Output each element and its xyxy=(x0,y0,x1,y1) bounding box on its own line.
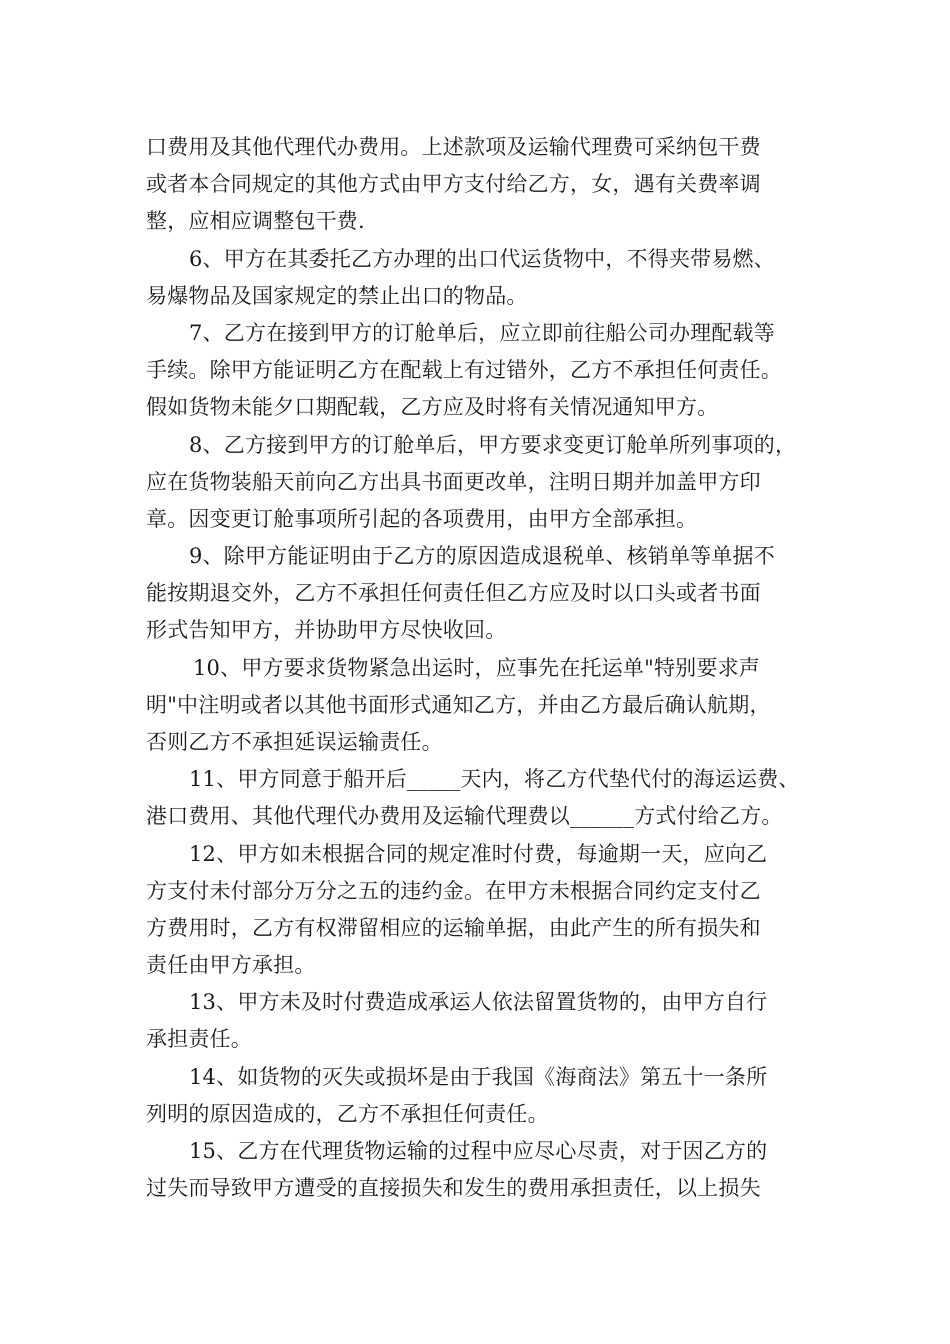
text-line: 8、乙方接到甲方的订舱单后，甲方要求变更订舱单所列事项的， xyxy=(189,433,797,457)
text-line: 或者本合同规定的其他方式由甲方支付给乙方，女，遇有关费率调 xyxy=(146,172,761,196)
text-line: 列明的原因造成的，乙方不承担任何责任。 xyxy=(146,1102,549,1126)
text-line: 15、乙方在代理货物运输的过程中应尽心尽责，对于因乙方的 xyxy=(189,1139,768,1163)
text-line: 方费用时，乙方有权滞留相应的运输单据，由此产生的所有损失和 xyxy=(146,916,761,940)
text-line: 13、甲方未及时付费造成承运人依法留置货物的，由甲方自行 xyxy=(189,990,768,1014)
text-line: 承担责任。 xyxy=(146,1027,252,1051)
text-line: 14、如货物的灭失或损坏是由于我国《海商法》第五十一条所 xyxy=(189,1065,768,1089)
text-line: 港口费用、其他代理代办费用及运输代理费以______方式付给乙方。 xyxy=(146,804,783,828)
text-line: 7、乙方在接到甲方的订舱单后，应立即前往船公司办理配载等 xyxy=(189,321,775,345)
text-line: 能按期退交外，乙方不承担任何责任但乙方应及时以口头或者书面 xyxy=(146,581,761,605)
text-line: 过失而导致甲方遭受的直接损失和发生的费用承担责任，以上损失 xyxy=(146,1176,761,1200)
text-line: 整，应相应调整包干费. xyxy=(146,209,365,233)
text-line: 责任由甲方承担。 xyxy=(146,953,316,977)
text-line: 11、甲方同意于船开后_____天内，将乙方代垫代付的海运运费、 xyxy=(189,767,800,791)
text-line: 应在货物装船天前向乙方出具书面更改单，注明日期并加盖甲方印 xyxy=(146,470,761,494)
text-line: 12、甲方如未根据合同的规定准时付费，每逾期一天，应向乙 xyxy=(189,842,768,866)
text-line: 形式告知甲方，并协助甲方尽快收回。 xyxy=(146,618,507,642)
text-line: 手续。除甲方能证明乙方在配载上有过错外，乙方不承担任何责任。 xyxy=(146,358,782,382)
text-line: 口费用及其他代理代办费用。上述款项及运输代理费可采纳包干费 xyxy=(146,135,761,159)
text-line: 易爆物品及国家规定的禁止出口的物品。 xyxy=(146,284,528,308)
text-line: 10、甲方要求货物紧急出运时，应事先在托运单"特别要求声 xyxy=(193,656,760,680)
text-line: 明"中注明或者以其他书面形式通知乙方，并由乙方最后确认航期， xyxy=(146,693,771,717)
text-line: 否则乙方不承担延误运输责任。 xyxy=(146,730,443,754)
text-line: 9、除甲方能证明由于乙方的原因造成退税单、核销单等单据不 xyxy=(189,544,775,568)
text-line: 6、甲方在其委托乙方办理的出口代运货物中，不得夹带易燃、 xyxy=(189,247,775,271)
text-line: 假如货物未能夕口期配载，乙方应及时将有关情况通知甲方。 xyxy=(146,395,719,419)
text-line: 章。因变更订舱事项所引起的各项费用，由甲方全部承担。 xyxy=(146,507,698,531)
text-line: 方支付未付部分万分之五的违约金。在甲方未根据合同约定支付乙 xyxy=(146,879,761,903)
